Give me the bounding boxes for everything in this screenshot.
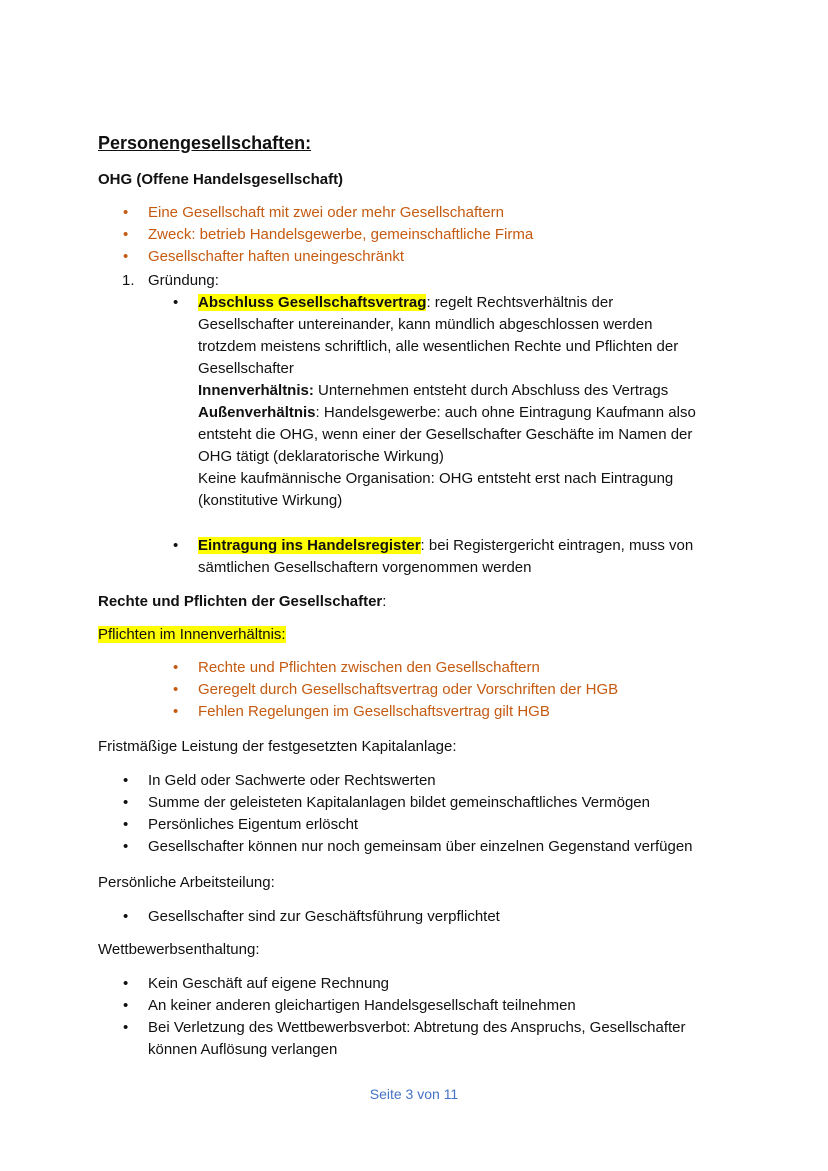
page-title: Personengesellschaften: xyxy=(98,133,312,153)
pflichten-list xyxy=(198,657,708,723)
aussenverhaeltnis-line xyxy=(198,402,708,468)
wettbewerb-heading: Wettbewerbsenthaltung: xyxy=(98,941,260,958)
list-item xyxy=(198,292,708,512)
gruendung-label: Gründung: xyxy=(148,272,219,289)
list-item: • Eine Gesellschaft mit zwei oder mehr Gesellschaftern xyxy=(148,202,533,224)
list-item: • Kein Geschäft auf eigene Rechnung xyxy=(148,973,708,995)
abschluss-text: : regelt Rechtsverhältnis der Gesellschafter untereinander, kann mündlich abgeschlossen werden trotzdem meistens schriftlich, alle wesentlichen Rechte und Pflichten der Gesellschafter xyxy=(198,294,679,377)
aussen-text: : Handelsgewerbe: auch ohne Eintragung Kaufmann also entsteht die OHG, wenn einer der Gesellschafter Geschäfte im Namen der OHG tätigt (deklaratorische Wirkung) xyxy=(198,404,696,465)
list-item: • Gesellschafter haften uneingeschränkt xyxy=(148,246,533,268)
rechte-heading: Rechte und Pflichten der Gesellschafter xyxy=(98,593,383,610)
eintragung-list xyxy=(198,535,708,579)
fristmaessig-heading: Fristmäßige Leistung der festgesetzten Kapitalanlage: xyxy=(98,738,457,755)
list-item: • Bei Verletzung des Wettbewerbsverbot: Abtretung des Anspruchs, Gesellschafter können Auflösung verlangen xyxy=(148,1017,708,1061)
list-item: • Gesellschafter sind zur Geschäftsführung verpflichtet xyxy=(148,906,500,928)
eintragung-term: Eintragung ins Handelsregister xyxy=(198,537,421,554)
list-item: • Persönliches Eigentum erlöscht xyxy=(148,814,693,836)
list-item: • In Geld oder Sachwerte oder Rechtswerten xyxy=(148,770,693,792)
page-number: Seite 3 von 11 xyxy=(369,1086,459,1102)
pflichten-heading: Pflichten im Innenverhältnis: xyxy=(98,626,286,643)
wettbewerb-list xyxy=(148,973,708,1061)
arbeitsteilung-list xyxy=(148,906,500,928)
abschluss-list xyxy=(198,292,708,512)
list-item: • Zweck: betrieb Handelsgewerbe, gemeinschaftliche Firma xyxy=(148,224,533,246)
list-item: • Geregelt durch Gesellschaftsvertrag oder Vorschriften der HGB xyxy=(198,679,708,701)
fristmaessig-list xyxy=(148,770,693,858)
arbeitsteilung-heading: Persönliche Arbeitsteilung: xyxy=(98,874,275,891)
list-item: • An keiner anderen gleichartigen Handelsgesellschaft teilnehmen xyxy=(148,995,708,1017)
rechte-heading-line xyxy=(98,591,386,613)
innen-text: Unternehmen entsteht durch Abschluss des Vertrags xyxy=(313,382,669,399)
ohg-heading: OHG (Offene Handelsgesellschaft) xyxy=(98,171,344,188)
innenverhaeltnis-line xyxy=(198,380,708,402)
list-item: • Gesellschafter können nur noch gemeinsam über einzelnen Gegenstand verfügen xyxy=(148,836,693,858)
list-number: 1. xyxy=(122,272,135,289)
ohg-bullet-list xyxy=(148,202,533,268)
aussen-label: Außenverhältnis xyxy=(198,404,316,421)
abschluss-term: Abschluss Gesellschaftsvertrag xyxy=(198,294,427,311)
pflichten-heading-line xyxy=(98,624,286,646)
list-item: • Rechte und Pflichten zwischen den Gesellschaftern xyxy=(198,657,708,679)
list-item xyxy=(198,535,708,579)
numbered-item-gruendung xyxy=(122,270,219,292)
innen-label: Innenverhältnis: xyxy=(198,382,314,399)
list-item: • Summe der geleisteten Kapitalanlagen bildet gemeinschaftliches Vermögen xyxy=(148,792,693,814)
list-item: • Fehlen Regelungen im Gesellschaftsvertrag gilt HGB xyxy=(198,701,708,723)
eintragung-text: : bei Registergericht eintragen, muss von sämtlichen Gesellschaftern vorgenommen werden xyxy=(198,537,694,576)
keine-organisation-line: Keine kaufmännische Organisation: OHG entsteht erst nach Eintragung (konstitutive Wirkung) xyxy=(198,470,674,509)
rechte-colon: : xyxy=(382,593,387,610)
